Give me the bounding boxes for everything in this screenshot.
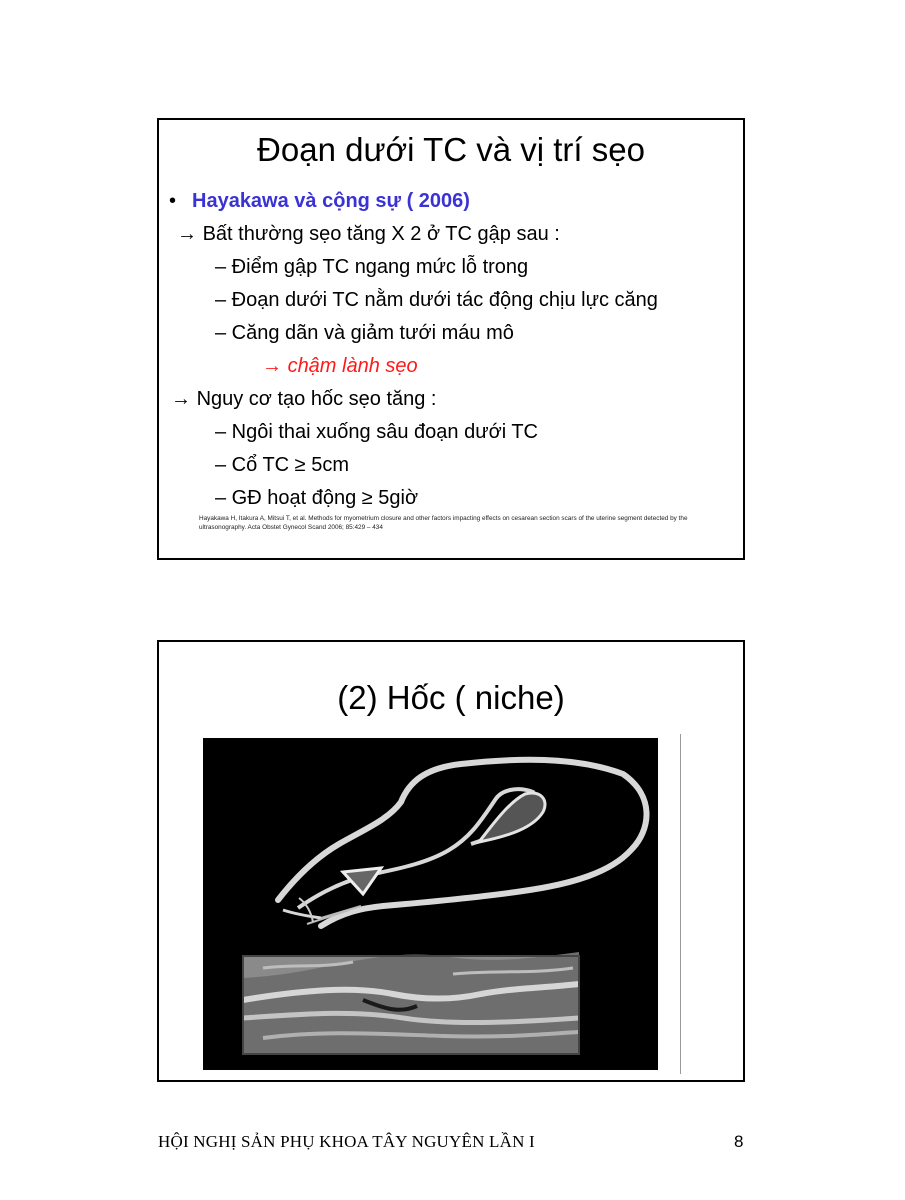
page-number: 8 <box>734 1132 744 1151</box>
list-item: – Cổ TC ≥ 5cm <box>215 454 349 476</box>
finding-1 <box>177 221 560 247</box>
arrow-icon: → <box>171 388 191 410</box>
consequence-text: chậm lành sẹo <box>287 355 418 377</box>
figure-border <box>680 734 681 1074</box>
bullet-dot: • <box>169 190 177 212</box>
arrow-icon: → <box>262 355 282 377</box>
reference-citation: Hayakawa H, Itakura A, Mitsui T, et al. Methods for myometrium closure and other factors impacting effects on cesarean section scars of the uterine segment detected by the ultrasonography. Acta Obstet Gynecol Scand 2006; 85:429 – 434 <box>199 515 688 531</box>
slide-1 <box>157 118 745 560</box>
uterus-niche-figure <box>203 738 658 1070</box>
list-item: – Điểm gập TC ngang mức lỗ trong <box>215 256 529 278</box>
finding-1-text: Bất thường sẹo tăng X 2 ở TC gập sau : <box>202 223 560 245</box>
finding-2-text: Nguy cơ tạo hốc sẹo tăng : <box>196 388 437 410</box>
list-item: – GĐ hoạt động ≥ 5giờ <box>215 487 419 509</box>
footer-conference-name: HỘI NGHỊ SẢN PHỤ KHOA TÂY NGUYÊN LẦN I <box>158 1132 535 1151</box>
arrow-icon: → <box>177 223 197 245</box>
consequence-line <box>262 353 418 379</box>
slide-2 <box>157 640 745 1082</box>
author-line: Hayakawa và cộng sự ( 2006) <box>192 190 470 212</box>
slide-1-title: Đoạn dưới TC và vị trí sẹo <box>257 131 645 168</box>
finding-2 <box>171 386 436 412</box>
list-item: – Đoạn dưới TC nằm dưới tác động chịu lực căng <box>215 289 658 311</box>
list-item: – Căng dãn và giảm tưới máu mô <box>215 322 514 344</box>
uterus-niche-illustration <box>203 738 658 1070</box>
ultrasound-image <box>243 952 579 1054</box>
list-item: – Ngôi thai xuống sâu đoạn dưới TC <box>215 421 538 443</box>
slide-2-title: (2) Hốc ( niche) <box>337 679 565 716</box>
